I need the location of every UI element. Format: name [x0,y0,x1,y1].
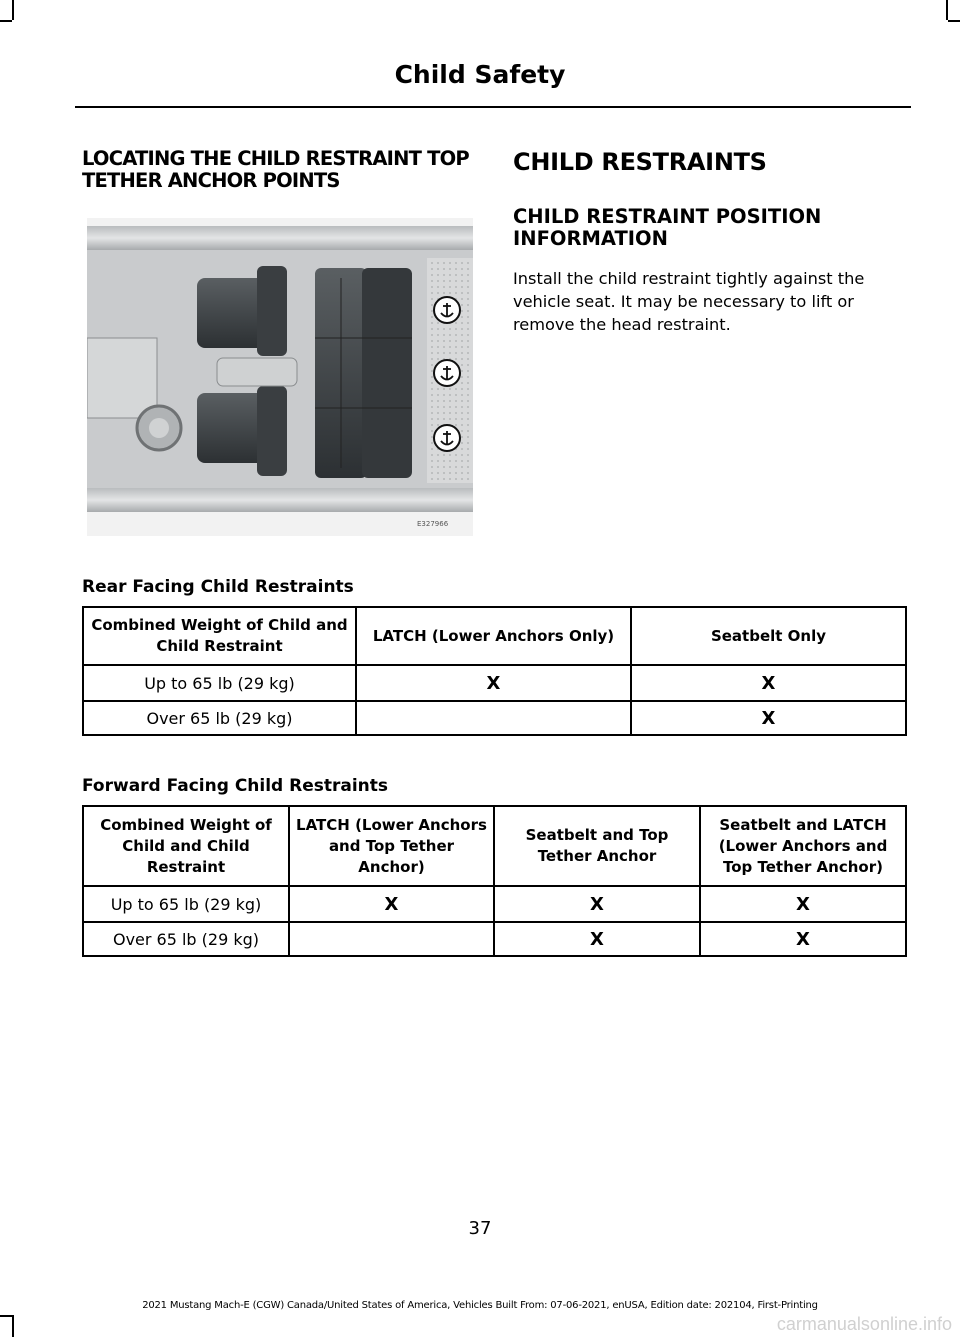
header-cell: LATCH (Lower Anchors Only) [356,607,631,665]
crop-mark [12,0,14,20]
table-row [83,665,906,701]
vehicle-top-view-figure [87,218,473,536]
table-cell: Over 65 lb (29 kg) [83,701,356,735]
header-cell: LATCH (Lower Anchors and Top Tether Anchor) [289,806,494,886]
subheading-position-info: CHILD RESTRAINT POSITION INFORMATION [513,205,822,250]
table-header-row [83,806,906,886]
table-row [83,701,906,735]
anchor-icon [434,425,460,451]
crop-mark [946,0,948,20]
header-divider [75,106,911,108]
table-row [83,886,906,922]
table-header-row [83,607,906,665]
page-number: 37 [468,1218,492,1239]
table-cell [356,701,631,735]
section-heading-child-restraints: CHILD RESTRAINTS [513,148,767,176]
figure-code: E327966 [417,520,449,528]
body-paragraph: Install the child restraint tightly against the vehicle seat. It may be necessary to lift or remove the head restraint. [513,269,865,334]
crop-mark [948,20,960,22]
table-cell: X [494,922,700,956]
table-cell: X [356,665,631,701]
rear-facing-title: Rear Facing Child Restraints [82,577,354,597]
header-cell: Combined Weight of Child and Child Restraint [83,806,289,886]
header-cell: Seatbelt and Top Tether Anchor [494,806,700,886]
table-cell: X [494,886,700,922]
table-cell: X [631,665,906,701]
table-cell: Over 65 lb (29 kg) [83,922,289,956]
watermark: carmanualsonline.info [776,1314,952,1334]
anchor-icon [434,360,460,386]
forward-facing-title: Forward Facing Child Restraints [82,776,389,796]
table-cell: X [700,922,906,956]
table-cell [289,922,494,956]
header-cell: Seatbelt Only [631,607,906,665]
anchor-icon [434,297,460,323]
crop-mark [12,1315,14,1337]
page-title: Child Safety [394,60,566,89]
crop-mark [0,20,12,22]
forward-facing-table [82,805,907,957]
table-cell: X [289,886,494,922]
crop-mark [0,1315,12,1317]
table-cell: X [700,886,906,922]
table-row [83,922,906,956]
header-cell: Combined Weight of Child and Child Restraint [83,607,356,665]
footer-text: 2021 Mustang Mach-E (CGW) Canada/United States of America, Vehicles Built From: 07-06-2021, enUSA, Edition date: 202104, First-Printing [142,1300,818,1311]
table-cell: Up to 65 lb (29 kg) [83,886,289,922]
table-cell: Up to 65 lb (29 kg) [83,665,356,701]
header-cell: Seatbelt and LATCH (Lower Anchors and Top Tether Anchor) [700,806,906,886]
table-cell: X [631,701,906,735]
section-heading-anchor-points: LOCATING THE CHILD RESTRAINT TOP TETHER ANCHOR POINTS [82,147,469,192]
rear-facing-table [82,606,907,736]
